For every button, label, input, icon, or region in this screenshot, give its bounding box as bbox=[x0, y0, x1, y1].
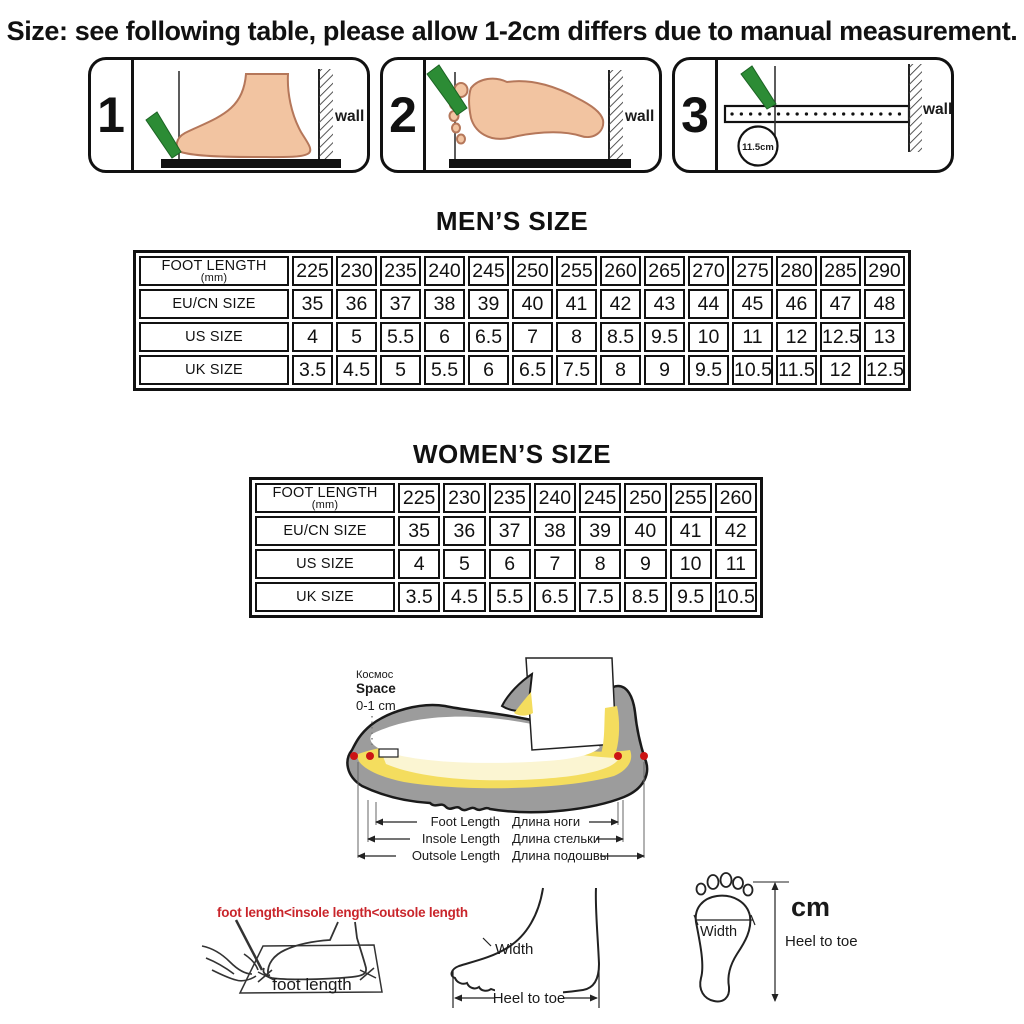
size-cell: 285 bbox=[820, 256, 861, 286]
cm-unit-label: cm bbox=[791, 892, 831, 922]
size-cell: 37 bbox=[380, 289, 421, 319]
size-cell: 5.5 bbox=[489, 582, 531, 612]
size-cell: 40 bbox=[512, 289, 553, 319]
footprint-figure bbox=[683, 870, 883, 1012]
size-cell: 9 bbox=[644, 355, 685, 385]
size-cell: 255 bbox=[670, 483, 712, 513]
measure-step-3 bbox=[672, 57, 954, 173]
size-cell: 10.5 bbox=[732, 355, 773, 385]
size-cell: 4.5 bbox=[443, 582, 485, 612]
size-cell: 35 bbox=[398, 516, 440, 546]
size-cell: 11 bbox=[715, 549, 757, 579]
size-cell: 8 bbox=[579, 549, 621, 579]
width-label: Width bbox=[700, 924, 738, 940]
ruler-measure-icon bbox=[719, 62, 955, 170]
size-cell: 225 bbox=[292, 256, 333, 286]
wall-hatch bbox=[319, 69, 333, 159]
size-cell: 255 bbox=[556, 256, 597, 286]
size-cell: 36 bbox=[443, 516, 485, 546]
size-cell: 5.5 bbox=[380, 322, 421, 352]
size-cell: 230 bbox=[336, 256, 377, 286]
size-cell: 12.5 bbox=[820, 322, 861, 352]
side-foot-figure bbox=[443, 886, 613, 1014]
foot-tracing-figure bbox=[200, 918, 420, 1010]
size-cell: 36 bbox=[336, 289, 377, 319]
table-row bbox=[255, 516, 757, 546]
size-cell: 7 bbox=[534, 549, 576, 579]
insole-length-label-en: Insole Length bbox=[421, 831, 500, 846]
size-cell: 9 bbox=[624, 549, 666, 579]
size-cell: 3.5 bbox=[292, 355, 333, 385]
size-cell: 250 bbox=[512, 256, 553, 286]
size-cell: 12 bbox=[820, 355, 861, 385]
row-label: FOOT LENGTH (mm) bbox=[255, 483, 395, 513]
row-label: US SIZE bbox=[139, 322, 289, 352]
green-marker-icon bbox=[741, 66, 776, 109]
size-cell: 38 bbox=[534, 516, 576, 546]
size-cell: 40 bbox=[624, 516, 666, 546]
size-cell: 43 bbox=[644, 289, 685, 319]
size-cell: 38 bbox=[424, 289, 465, 319]
row-label: UK SIZE bbox=[255, 582, 395, 612]
size-cell: 10.5 bbox=[715, 582, 757, 612]
size-cell: 8.5 bbox=[600, 322, 641, 352]
size-cell: 6 bbox=[468, 355, 509, 385]
size-cell: 13 bbox=[864, 322, 905, 352]
size-cell: 11 bbox=[732, 322, 773, 352]
size-cell: 48 bbox=[864, 289, 905, 319]
size-cell: 6.5 bbox=[468, 322, 509, 352]
size-cell: 5.5 bbox=[424, 355, 465, 385]
outsole-length-label-ru: Длина подошвы bbox=[512, 848, 610, 863]
size-cell: 8 bbox=[600, 355, 641, 385]
step-number: 1 bbox=[97, 87, 125, 143]
size-cell: 41 bbox=[556, 289, 597, 319]
row-label: EU/CN SIZE bbox=[139, 289, 289, 319]
size-cell: 245 bbox=[579, 483, 621, 513]
row-label: FOOT LENGTH (mm) bbox=[139, 256, 289, 286]
womens-size-heading: WOMEN’S SIZE bbox=[412, 439, 612, 469]
wall-label: wall bbox=[625, 108, 655, 125]
row-label: US SIZE bbox=[255, 549, 395, 579]
table-row bbox=[139, 289, 905, 319]
size-cell: 5 bbox=[336, 322, 377, 352]
foot-sole-measure-icon bbox=[425, 62, 659, 170]
size-cell: 12.5 bbox=[864, 355, 905, 385]
size-cell: 5 bbox=[443, 549, 485, 579]
foot-sole-icon bbox=[450, 79, 604, 144]
table-row bbox=[255, 549, 757, 579]
size-cell: 265 bbox=[644, 256, 685, 286]
space-value: 0-1 cm bbox=[356, 698, 396, 713]
size-cell: 42 bbox=[715, 516, 757, 546]
table-row bbox=[139, 256, 905, 286]
size-cell: 45 bbox=[732, 289, 773, 319]
step-number: 3 bbox=[681, 87, 709, 143]
size-cell: 47 bbox=[820, 289, 861, 319]
size-cell: 35 bbox=[292, 289, 333, 319]
size-cell: 250 bbox=[624, 483, 666, 513]
size-cell: 240 bbox=[424, 256, 465, 286]
mens-size-table-wrap bbox=[133, 250, 911, 391]
row-label: UK SIZE bbox=[139, 355, 289, 385]
wall-hatch bbox=[609, 70, 623, 159]
step-number: 2 bbox=[389, 87, 417, 143]
space-label-ru: Космос bbox=[356, 669, 394, 681]
size-cell: 6.5 bbox=[534, 582, 576, 612]
mens-size-heading: MEN’S SIZE bbox=[435, 206, 589, 236]
heel-to-toe-label: Heel to toe bbox=[785, 933, 858, 950]
size-cell: 44 bbox=[688, 289, 729, 319]
size-cell: 4.5 bbox=[336, 355, 377, 385]
size-cell: 7.5 bbox=[579, 582, 621, 612]
size-cell: 235 bbox=[380, 256, 421, 286]
measure-step-1 bbox=[88, 57, 370, 173]
size-cell: 9.5 bbox=[644, 322, 685, 352]
size-cell: 235 bbox=[489, 483, 531, 513]
outsole-length-label-en: Outsole Length bbox=[411, 848, 500, 863]
size-cell: 39 bbox=[468, 289, 509, 319]
size-cell: 9.5 bbox=[688, 355, 729, 385]
table-row bbox=[255, 582, 757, 612]
size-cell: 260 bbox=[715, 483, 757, 513]
size-cell: 6.5 bbox=[512, 355, 553, 385]
size-cell: 280 bbox=[776, 256, 817, 286]
size-cell: 6 bbox=[489, 549, 531, 579]
size-cell: 8 bbox=[556, 322, 597, 352]
size-cell: 6 bbox=[424, 322, 465, 352]
size-cell: 225 bbox=[398, 483, 440, 513]
size-cell: 7.5 bbox=[556, 355, 597, 385]
size-cell: 245 bbox=[468, 256, 509, 286]
size-cell: 37 bbox=[489, 516, 531, 546]
size-cell: 275 bbox=[732, 256, 773, 286]
womens-size-table-wrap bbox=[249, 477, 763, 618]
size-cell: 3.5 bbox=[398, 582, 440, 612]
green-marker-icon bbox=[146, 112, 181, 158]
size-cell: 4 bbox=[398, 549, 440, 579]
size-cell: 10 bbox=[670, 549, 712, 579]
row-label: EU/CN SIZE bbox=[255, 516, 395, 546]
size-cell: 8.5 bbox=[624, 582, 666, 612]
size-cell: 42 bbox=[600, 289, 641, 319]
wall-label: wall bbox=[335, 108, 365, 125]
ruler-mark-label: 11.5cm bbox=[742, 142, 774, 153]
foot-length-label-ru: Длина ноги bbox=[512, 814, 581, 829]
page-title: Size: see following table, please allow 1-2cm differs due to manual measurement. bbox=[6, 16, 1018, 46]
leg-icon bbox=[526, 658, 616, 750]
insole-length-label-ru: Длина стельки bbox=[512, 831, 601, 846]
panel-divider bbox=[715, 60, 718, 170]
size-cell: 41 bbox=[670, 516, 712, 546]
table-row bbox=[139, 322, 905, 352]
size-cell: 240 bbox=[534, 483, 576, 513]
size-cell: 46 bbox=[776, 289, 817, 319]
measure-step-2 bbox=[380, 57, 662, 173]
foot-length-label-en: Foot Length bbox=[430, 814, 500, 829]
wall-hatch bbox=[909, 64, 922, 152]
table-row bbox=[139, 355, 905, 385]
wall-label: wall bbox=[923, 101, 953, 118]
width-label: Width bbox=[495, 941, 534, 958]
size-cell: 39 bbox=[579, 516, 621, 546]
size-cell: 5 bbox=[380, 355, 421, 385]
size-cell: 230 bbox=[443, 483, 485, 513]
size-cell: 7 bbox=[512, 322, 553, 352]
size-cell: 4 bbox=[292, 322, 333, 352]
size-cell: 10 bbox=[688, 322, 729, 352]
size-cell: 9.5 bbox=[670, 582, 712, 612]
space-label-en: Space bbox=[356, 681, 396, 696]
foot-length-caption: foot length bbox=[272, 975, 352, 994]
shoe-cross-section-diagram bbox=[332, 650, 684, 870]
womens-size-table bbox=[249, 477, 763, 618]
size-cell: 270 bbox=[688, 256, 729, 286]
heel-to-toe-measure bbox=[753, 882, 789, 1001]
foot-side-measure-icon bbox=[133, 62, 371, 170]
mens-size-table bbox=[133, 250, 911, 391]
toe-space-tab bbox=[379, 749, 398, 757]
foot-side-icon bbox=[177, 74, 311, 157]
heel-to-toe-label: Heel to toe bbox=[492, 990, 566, 1007]
size-cell: 290 bbox=[864, 256, 905, 286]
size-cell: 12 bbox=[776, 322, 817, 352]
size-cell: 260 bbox=[600, 256, 641, 286]
length-rule-text: foot length<insole length<outsole length bbox=[217, 905, 468, 920]
table-row bbox=[255, 483, 757, 513]
size-cell: 11.5 bbox=[776, 355, 817, 385]
